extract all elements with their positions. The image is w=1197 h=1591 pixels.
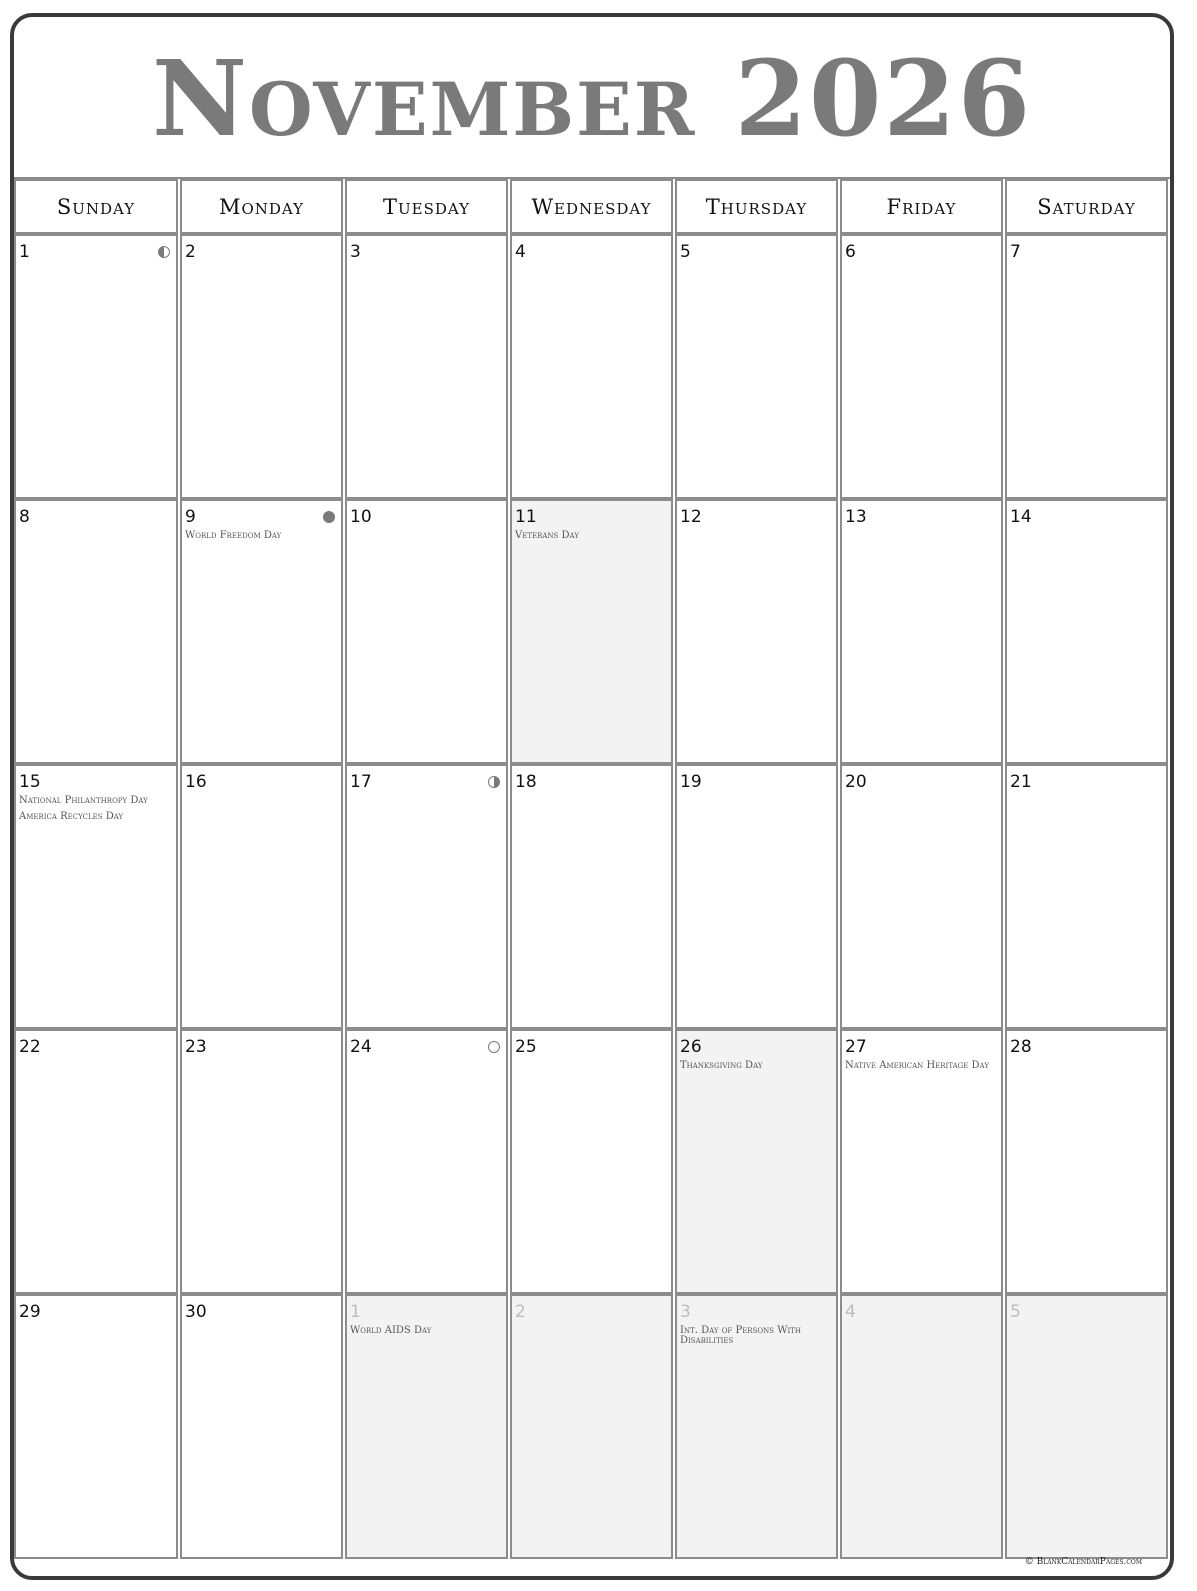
event-list	[845, 1061, 999, 1077]
event-list	[515, 531, 669, 547]
day-cell[interactable]	[840, 1029, 1003, 1294]
day-number: 11	[515, 507, 537, 527]
event-label: Veterans Day	[515, 530, 579, 541]
event-list	[185, 531, 339, 547]
day-cell[interactable]	[180, 234, 343, 499]
event-label: Int. Day of Persons With Disabilities	[680, 1325, 802, 1346]
day-cell[interactable]	[510, 764, 673, 1029]
day-cell[interactable]	[1005, 1029, 1168, 1294]
event-list	[19, 796, 174, 828]
day-number: 27	[845, 1037, 867, 1057]
day-number: 1	[19, 242, 30, 262]
event-label: World AIDS Day	[350, 1325, 432, 1336]
day-cell[interactable]	[1005, 1294, 1168, 1559]
event-label: America Recycles Day	[19, 811, 124, 822]
day-cell[interactable]	[675, 1029, 838, 1294]
day-number: 25	[515, 1037, 537, 1057]
day-number: 4	[515, 242, 526, 262]
day-number: 26	[680, 1037, 702, 1057]
day-cell[interactable]	[14, 234, 178, 499]
copyright-credit: © BlankCalendarPages.com	[1024, 1557, 1142, 1567]
day-cell[interactable]	[345, 1029, 508, 1294]
weekday-header-monday: Monday	[180, 179, 343, 234]
day-cell[interactable]	[345, 1294, 508, 1559]
weekday-header-tuesday: Tuesday	[345, 179, 508, 234]
day-number: 1	[350, 1302, 361, 1322]
day-number: 24	[350, 1037, 372, 1057]
day-cell[interactable]	[675, 499, 838, 764]
day-cell[interactable]	[1005, 234, 1168, 499]
day-cell[interactable]	[180, 499, 343, 764]
day-cell[interactable]	[1005, 499, 1168, 764]
calendar-page	[10, 13, 1174, 1580]
day-number: 28	[1010, 1037, 1032, 1057]
day-number: 30	[185, 1302, 207, 1322]
day-number: 7	[1010, 242, 1021, 262]
day-number: 4	[845, 1302, 856, 1322]
day-cell[interactable]	[510, 234, 673, 499]
new-moon-icon	[323, 511, 335, 523]
day-cell[interactable]	[675, 764, 838, 1029]
week-row	[14, 234, 1170, 499]
day-number: 13	[845, 507, 867, 527]
day-cell[interactable]	[1005, 764, 1168, 1029]
day-cell[interactable]	[345, 499, 508, 764]
day-cell[interactable]	[510, 499, 673, 764]
day-cell[interactable]	[675, 234, 838, 499]
weekday-header-saturday: Saturday	[1005, 179, 1168, 234]
day-cell[interactable]	[14, 1294, 178, 1559]
day-number: 22	[19, 1037, 41, 1057]
week-row	[14, 764, 1170, 1029]
day-number: 17	[350, 772, 372, 792]
day-cell[interactable]	[345, 234, 508, 499]
day-cell[interactable]	[510, 1029, 673, 1294]
day-number: 19	[680, 772, 702, 792]
day-number: 3	[680, 1302, 691, 1322]
event-list	[350, 1326, 504, 1342]
day-cell[interactable]	[840, 764, 1003, 1029]
day-number: 14	[1010, 507, 1032, 527]
day-cell[interactable]	[14, 1029, 178, 1294]
event-list	[680, 1061, 834, 1077]
day-cell[interactable]	[840, 234, 1003, 499]
weekday-header-thursday: Thursday	[675, 179, 838, 234]
day-number: 6	[845, 242, 856, 262]
day-cell[interactable]	[180, 764, 343, 1029]
day-cell[interactable]	[840, 1294, 1003, 1559]
day-cell[interactable]	[14, 764, 178, 1029]
day-cell[interactable]	[345, 764, 508, 1029]
day-number: 5	[1010, 1302, 1021, 1322]
day-number: 12	[680, 507, 702, 527]
full-moon-icon	[488, 1041, 500, 1053]
day-cell[interactable]	[180, 1294, 343, 1559]
day-number: 2	[185, 242, 196, 262]
first-quarter-icon	[488, 776, 500, 788]
day-number: 23	[185, 1037, 207, 1057]
event-label: National Philanthropy Day	[19, 795, 148, 806]
weekday-header-wednesday: Wednesday	[510, 179, 673, 234]
event-label: Thanksgiving Day	[680, 1060, 763, 1071]
weekday-header-friday: Friday	[840, 179, 1003, 234]
day-number: 9	[185, 507, 196, 527]
week-row	[14, 1294, 1170, 1559]
weekday-header-sunday: Sunday	[14, 179, 178, 234]
day-number: 18	[515, 772, 537, 792]
weekday-header-row	[14, 179, 1170, 234]
event-label: World Freedom Day	[185, 530, 282, 541]
day-number: 2	[515, 1302, 526, 1322]
day-number: 29	[19, 1302, 41, 1322]
event-list	[680, 1326, 834, 1352]
week-row	[14, 499, 1170, 764]
day-cell[interactable]	[14, 499, 178, 764]
day-number: 15	[19, 772, 41, 792]
day-number: 3	[350, 242, 361, 262]
event-label: Native American Heritage Day	[845, 1060, 989, 1071]
day-number: 21	[1010, 772, 1032, 792]
day-number: 16	[185, 772, 207, 792]
day-number: 5	[680, 242, 691, 262]
calendar-title: November 2026	[151, 36, 1033, 160]
last-quarter-icon	[158, 246, 170, 258]
calendar-grid	[14, 179, 1170, 1559]
day-cell[interactable]	[510, 1294, 673, 1559]
day-cell[interactable]	[675, 1294, 838, 1559]
day-cell[interactable]	[840, 499, 1003, 764]
day-number: 20	[845, 772, 867, 792]
week-row	[14, 1029, 1170, 1294]
day-number: 10	[350, 507, 372, 527]
day-cell[interactable]	[180, 1029, 343, 1294]
day-number: 8	[19, 507, 30, 527]
